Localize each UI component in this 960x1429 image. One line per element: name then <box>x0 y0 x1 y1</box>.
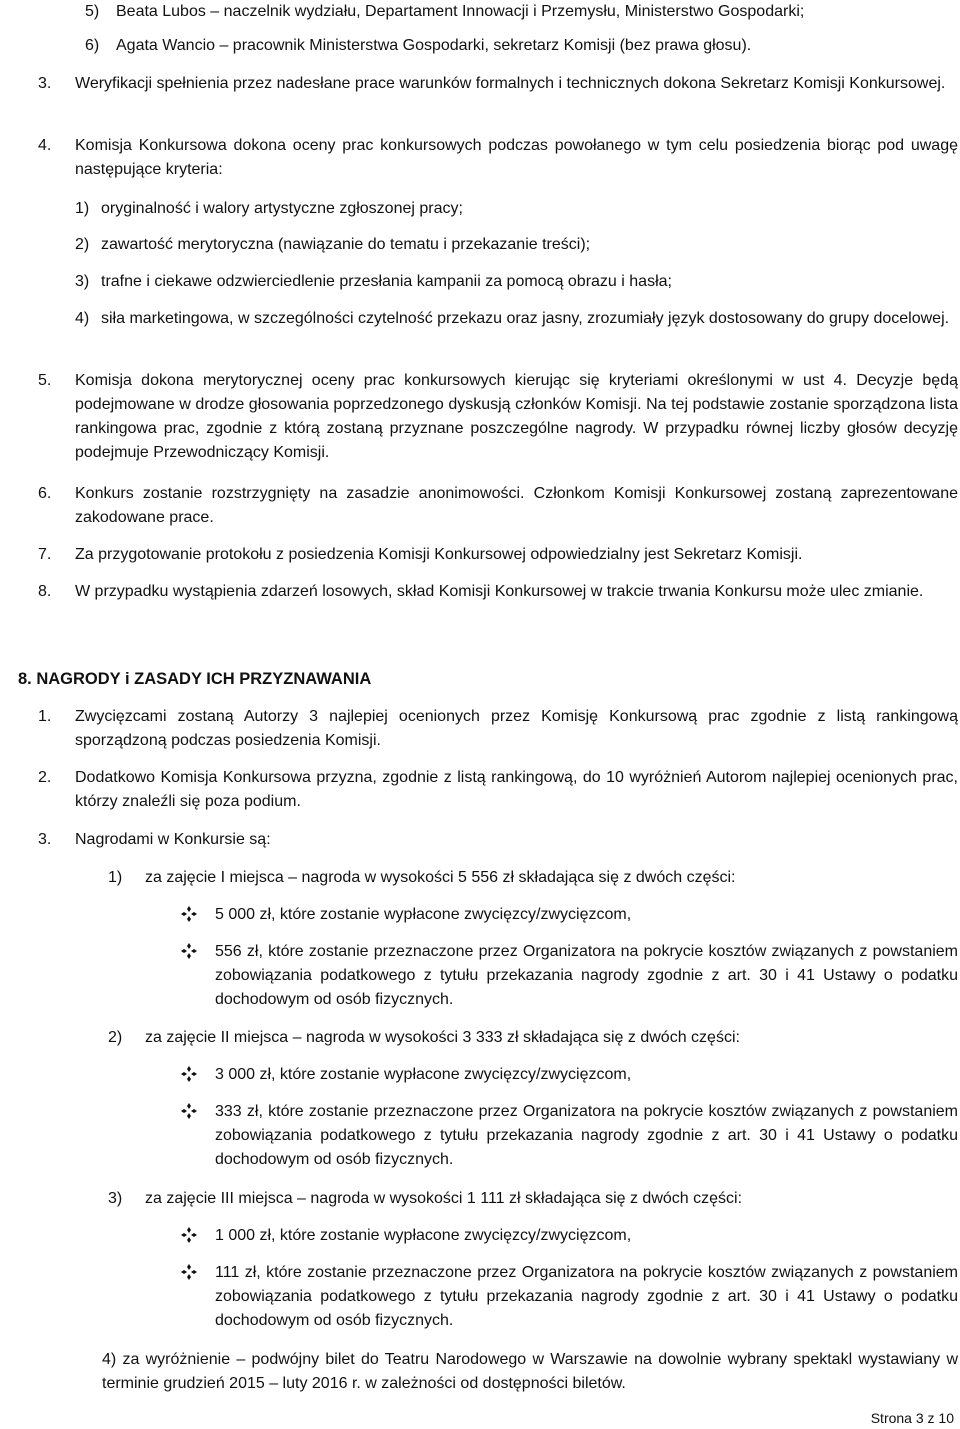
paragraph-text: Nagrodami w Konkursie są: <box>75 831 271 848</box>
bullet-text: 3 000 zł, które zostanie wypłacone zwycięzcy/zwycięzcom, <box>215 1066 632 1083</box>
numbered-paragraph <box>38 543 958 567</box>
criteria-item <box>75 270 955 294</box>
numbered-paragraph <box>38 369 958 465</box>
criteria-text: zawartość merytoryczna (nawiązanie do tematu i przekazanie treści); <box>101 236 591 253</box>
paragraph-number: 4. <box>38 137 52 154</box>
four-diamond-bullet-icon <box>180 1102 198 1120</box>
paragraph-text: Komisja dokona merytorycznej oceny prac konkursowych kierując się kryteriami określonymi w ust 4. Decyzje będą podejmowane w drodze głosowania poprzedzonego dyskusją członków Komisji. Na tej podstawie zostanie sporządzona lista rankingowa prac, zgodnie z którą zostaną przyznane poszczególne nagrody. W przypadku równej liczby głosów decyzję podejmuje Przewodniczący Komisji. <box>75 372 958 461</box>
prize-item <box>108 1026 958 1050</box>
list-number: 5) <box>85 3 100 20</box>
bullet-text: 1 000 zł, które zostanie wypłacone zwycięzcy/zwycięzcom, <box>215 1227 632 1244</box>
prize-number: 3) <box>108 1190 123 1207</box>
numbered-paragraph <box>38 580 958 604</box>
prize-bullet <box>180 903 958 927</box>
paragraph-text: Dodatkowo Komisja Konkursowa przyzna, zgodnie z listą rankingową, do 10 wyróżnień Autorom najlepiej ocenionych prac, którzy znaleźli się poza podium. <box>75 769 958 810</box>
paragraph-text: Za przygotowanie protokołu z posiedzenia Komisji Konkursowej odpowiedzialny jest Sekretarz Komisji. <box>75 546 803 563</box>
criteria-text: trafne i ciekawe odzwierciedlenie przesłania kampanii za pomocą obrazu i hasła; <box>101 273 672 290</box>
four-diamond-bullet-icon <box>180 1226 198 1244</box>
prize-number: 1) <box>108 869 123 886</box>
criteria-number: 4) <box>75 310 90 327</box>
four-diamond-bullet-icon <box>180 1263 198 1281</box>
distinction-paragraph: 4) za wyróżnienie – podwójny bilet do Teatru Narodowego w Warszawie na dowolnie wybrany spektakl wystawiany w terminie grudzień 2015 – luty 2016 r. w zależności od dostępności biletów. <box>102 1351 958 1392</box>
paragraph-number: 1. <box>38 708 52 725</box>
page-number: Strona 3 z 10 <box>870 1410 954 1426</box>
numbered-paragraph <box>38 766 958 814</box>
list-item <box>85 0 955 24</box>
list-number: 6) <box>85 37 100 54</box>
paragraph-number: 7. <box>38 546 52 563</box>
list-text: Beata Lubos – naczelnik wydziału, Departament Innowacji i Przemysłu, Ministerstwo Gospodarki; <box>116 3 805 20</box>
criteria-number: 1) <box>75 200 90 217</box>
four-diamond-bullet-icon <box>180 1065 198 1083</box>
criteria-item <box>75 197 955 221</box>
prize-bullet <box>180 1224 958 1248</box>
prize-bullet <box>180 1063 958 1087</box>
paragraph-number: 5. <box>38 372 52 389</box>
paragraph-number: 2. <box>38 769 52 786</box>
bullet-text: 5 000 zł, które zostanie wypłacone zwycięzcy/zwycięzcom, <box>215 906 632 923</box>
criteria-number: 3) <box>75 273 90 290</box>
four-diamond-bullet-icon <box>180 905 198 923</box>
paragraph-text: Zwycięzcami zostaną Autorzy 3 najlepiej ocenionych przez Komisję Konkursową prac zgodnie z listą rankingową sporządzoną podczas posiedzenia Komisji. <box>75 708 958 749</box>
paragraph-text: Komisja Konkursowa dokona oceny prac konkursowych podczas powołanego w tym celu posiedzenia biorąc pod uwagę następujące kryteria: <box>75 137 958 178</box>
bullet-text: 111 zł, które zostanie przeznaczone przez Organizatora na pokrycie kosztów związanych z powstaniem zobowiązania podatkowego z tytułu przekazania nagrody zgodnie z art. 30 i 41 Ustawy o podatku dochodowym od osób fizycznych. <box>215 1264 958 1329</box>
prize-bullet <box>180 940 958 1012</box>
paragraph-number: 6. <box>38 485 52 502</box>
criteria-item <box>75 307 958 331</box>
prize-text: za zajęcie III miejsca – nagroda w wysokości 1 111 zł składająca się z dwóch części: <box>145 1190 743 1207</box>
criteria-text: siła marketingowa, w szczególności czytelność przekazu oraz jasny, zrozumiały język dostosowany do grupy docelowej. <box>101 310 950 327</box>
section-heading: 8. NAGRODY i ZASADY ICH PRZYZNAWANIA <box>18 670 372 688</box>
prize-bullet <box>180 1100 958 1172</box>
four-diamond-bullet-icon <box>180 942 198 960</box>
prize-text: za zajęcie II miejsca – nagroda w wysokości 3 333 zł składająca się z dwóch części: <box>145 1029 740 1046</box>
bullet-text: 556 zł, które zostanie przeznaczone przez Organizatora na pokrycie kosztów związanych z powstaniem zobowiązania podatkowego z tytułu przekazania nagrody zgodnie z art. 30 i 41 Ustawy o podatku dochodowym od osób fizycznych. <box>215 943 958 1008</box>
prize-number: 2) <box>108 1029 123 1046</box>
paragraph-text: W przypadku wystąpienia zdarzeń losowych, skład Komisji Konkursowej w trakcie trwania Konkursu może ulec zmianie. <box>75 583 924 600</box>
prize-text: za zajęcie I miejsca – nagroda w wysokości 5 556 zł składająca się z dwóch części: <box>145 869 736 886</box>
paragraph-text: Weryfikacji spełnienia przez nadesłane prace warunków formalnych i technicznych dokona Sekretarz Komisji Konkursowej. <box>75 75 946 92</box>
prize-bullet <box>180 1261 958 1333</box>
prize-item <box>108 1187 958 1211</box>
list-item <box>85 34 955 58</box>
criteria-text: oryginalność i walory artystyczne zgłoszonej pracy; <box>101 200 463 217</box>
bullet-text: 333 zł, które zostanie przeznaczone przez Organizatora na pokrycie kosztów związanych z powstaniem zobowiązania podatkowego z tytułu przekazania nagrody zgodnie z art. 30 i 41 Ustawy o podatku dochodowym od osób fizycznych. <box>215 1103 958 1168</box>
numbered-paragraph <box>38 482 958 530</box>
criteria-number: 2) <box>75 236 90 253</box>
numbered-paragraph <box>38 705 958 753</box>
paragraph-number: 3. <box>38 831 52 848</box>
list-text: Agata Wancio – pracownik Ministerstwa Gospodarki, sekretarz Komisji (bez prawa głosu). <box>116 37 752 54</box>
paragraph-number: 3. <box>38 75 52 92</box>
paragraph-text: Konkurs zostanie rozstrzygnięty na zasadzie anonimowości. Członkom Komisji Konkursowej zostaną zaprezentowane zakodowane prace. <box>75 485 958 526</box>
numbered-paragraph <box>38 134 958 182</box>
numbered-paragraph <box>38 72 958 96</box>
prize-item <box>108 866 958 890</box>
paragraph-number: 8. <box>38 583 52 600</box>
numbered-paragraph <box>38 828 958 852</box>
criteria-item <box>75 233 955 257</box>
